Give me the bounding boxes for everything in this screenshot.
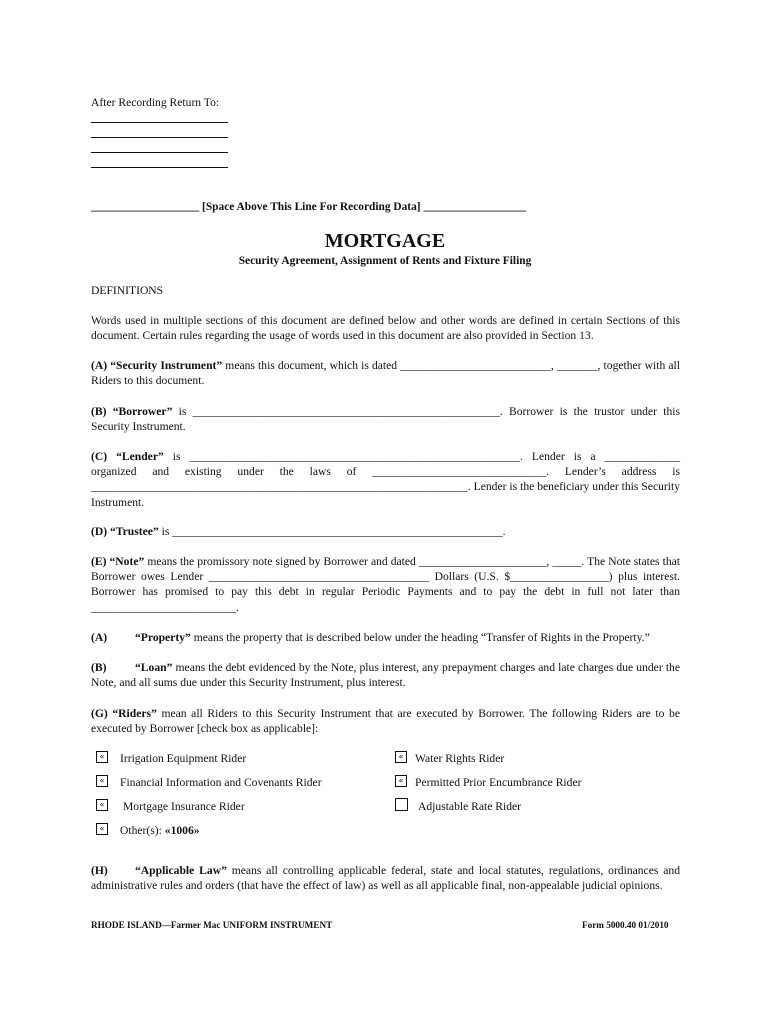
footer-right: Form 5000.40 01/2010 bbox=[582, 920, 669, 930]
water-rights-rider-label: Water Rights Rider bbox=[415, 752, 505, 765]
definition-marker: (B) bbox=[91, 661, 107, 674]
financial-rider-checkbox[interactable]: « bbox=[96, 775, 108, 787]
adjustable-rate-rider-checkbox[interactable] bbox=[395, 798, 408, 811]
definition-text: means this document, which is dated __________________________, _______, together with all Riders to this document. bbox=[91, 359, 680, 388]
other-rider-value: «1006» bbox=[164, 824, 200, 837]
definition-term: (D) “Trustee” bbox=[91, 525, 159, 538]
irrigation-rider-label: Irrigation Equipment Rider bbox=[120, 752, 247, 765]
definition-term: (C) “Lender” bbox=[91, 450, 164, 463]
definition-trustee bbox=[91, 524, 680, 539]
definition-applicable-law bbox=[91, 863, 680, 893]
definition-riders bbox=[91, 706, 680, 736]
other-rider-label bbox=[120, 823, 200, 838]
encumbrance-rider-label: Permitted Prior Encumbrance Rider bbox=[415, 776, 582, 789]
definition-text: means all controlling applicable federal, state and local statutes, regulations, ordinances and administrative rules and orders (that have the effect of law) as well as all applicable final, non-appealable judicial opinions. bbox=[91, 864, 680, 893]
definition-text: means the debt evidenced by the Note, plus interest, any prepayment charges and late charges due under the Note, and all sums due under this Security Instrument, plus interest. bbox=[91, 661, 680, 690]
definition-text: is _________________________________________________________. bbox=[158, 525, 506, 538]
definition-term: (G) “Riders” bbox=[91, 707, 157, 720]
definition-text: mean all Riders to this Security Instrument that are executed by Borrower. The following Riders are to be executed by Borrower [check box as applicable]: bbox=[91, 707, 680, 736]
definition-marker: (A) bbox=[91, 631, 108, 644]
other-rider-checkbox[interactable]: « bbox=[96, 823, 108, 835]
definition-loan bbox=[91, 660, 680, 690]
definition-text: is _________________________________________________________. Lender is a _____________ organized and existing under the laws of ______________________________. Lender’s address is _________________________________________________________________. Lender is the beneficiary under this Security Instrument. bbox=[91, 450, 681, 509]
return-address-line-1 bbox=[91, 122, 228, 123]
other-rider-text: Other(s): bbox=[120, 824, 165, 837]
insurance-rider-label: Mortgage Insurance Rider bbox=[123, 800, 245, 813]
return-address-line-3 bbox=[91, 152, 228, 153]
document-subtitle: Security Agreement, Assignment of Rents and Fixture Filing bbox=[238, 255, 532, 267]
definition-term: “Applicable Law” bbox=[135, 864, 227, 877]
return-to-label: After Recording Return To: bbox=[91, 96, 220, 109]
definition-borrower bbox=[91, 404, 680, 434]
footer-left: RHODE ISLAND—Farmer Mac UNIFORM INSTRUMENT bbox=[91, 920, 333, 930]
definition-text: is _____________________________________________________. Borrower is the trustor under this Security Instrument. bbox=[91, 405, 680, 434]
irrigation-rider-checkbox[interactable]: « bbox=[96, 751, 108, 763]
definition-text: means the promissory note signed by Borrower and dated ______________________, _____. The Note states that Borrower owes Lender ______________________________________ Dollars (U.S. $_________________) plus interest. Borrower has promised to pay this debt in regular Periodic Payments and to pay the debt in full not later than _________________________. bbox=[91, 555, 680, 614]
definitions-intro: Words used in multiple sections of this document are defined below and other words are defined in certain Sections of this document. Certain rules regarding the usage of words used in this document are also provided in Section 13. bbox=[91, 314, 680, 343]
adjustable-rate-rider-label: Adjustable Rate Rider bbox=[418, 800, 522, 813]
definition-property bbox=[91, 630, 680, 645]
financial-rider-label: Financial Information and Covenants Rider bbox=[120, 776, 322, 789]
definition-term: (A) “Security Instrument” bbox=[91, 359, 223, 372]
document-title: MORTGAGE bbox=[324, 230, 446, 252]
insurance-rider-checkbox[interactable]: « bbox=[96, 799, 108, 811]
definition-text: means the property that is described below under the heading “Transfer of Rights in the Property.” bbox=[190, 631, 650, 644]
recording-data-line: ___________________ [Space Above This Line For Recording Data] __________________ bbox=[91, 201, 526, 213]
definition-term: (B) “Borrower” bbox=[91, 405, 173, 418]
return-address-line-4 bbox=[91, 167, 228, 168]
definitions-heading: DEFINITIONS bbox=[91, 284, 164, 297]
return-address-line-2 bbox=[91, 137, 228, 138]
encumbrance-rider-checkbox[interactable]: « bbox=[395, 775, 407, 787]
definition-lender bbox=[91, 449, 680, 510]
water-rights-rider-checkbox[interactable]: « bbox=[395, 751, 407, 763]
definition-term: “Property” bbox=[135, 631, 191, 644]
definition-marker: (H) bbox=[91, 864, 108, 877]
definition-note bbox=[91, 554, 680, 615]
definition-term: (E) “Note” bbox=[91, 555, 145, 568]
definition-security-instrument bbox=[91, 358, 680, 388]
definition-term: “Loan” bbox=[135, 661, 173, 674]
